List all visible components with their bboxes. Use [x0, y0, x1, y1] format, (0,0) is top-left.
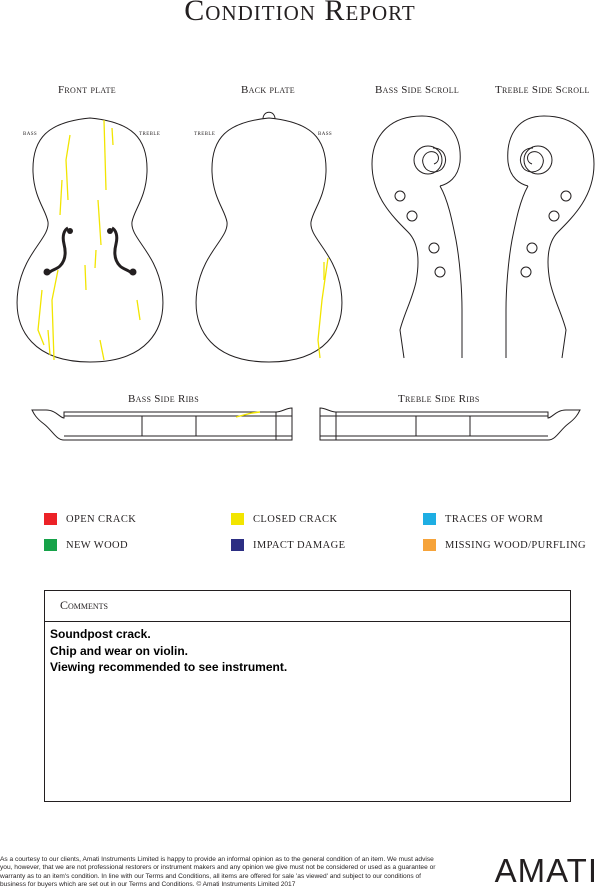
legend-impact-damage	[231, 539, 345, 551]
brand-logo: AMATI	[494, 852, 598, 889]
disclaimer-text: As a courtesy to our clients, Amati Instruments Limited is happy to provide an informal opinion as to the general condition of an item. We must advise you, however, that we are not professional restorers or instrument makers and any opinion we give must not be considered or used as a guarantee or warranty as to an item's condition. In line with our Terms and Conditions, all items are offered for sale 'as viewed' and subject to our conditions of business for buyers which are set out in our Terms and Conditions. © Amati Instruments Limited 2017	[0, 856, 436, 889]
comment-line: Soundpost crack.	[50, 627, 151, 641]
back-bass-label: bass	[318, 129, 333, 137]
legend-label: NEW WOOD	[66, 539, 129, 551]
treble-scroll-outline	[506, 116, 594, 358]
comments-box	[44, 590, 571, 802]
legend-label: MISSING WOOD/PURFLING	[445, 539, 586, 551]
comments-header	[45, 591, 570, 622]
front-treble-label: treble	[139, 129, 161, 137]
front-bass-label: bass	[23, 129, 38, 137]
legend-swatch	[231, 513, 244, 525]
legend-traces-of-worm	[423, 513, 543, 525]
legend-swatch	[44, 539, 57, 551]
back-treble-label: treble	[194, 129, 216, 137]
back-plate-label: Back plate	[241, 84, 295, 96]
legend-swatch	[231, 539, 244, 551]
front-plate-closed-cracks	[38, 120, 140, 360]
treble-ribs-outline	[320, 408, 580, 440]
treble-scroll-label: Treble Side Scroll	[495, 84, 590, 96]
legend-swatch	[44, 513, 57, 525]
bass-ribs-label: Bass Side Ribs	[128, 393, 199, 405]
legend-swatch	[423, 513, 436, 525]
legend-open-crack	[44, 513, 136, 525]
comment-line: Viewing recommended to see instrument.	[50, 660, 288, 674]
legend-label: CLOSED CRACK	[253, 513, 338, 525]
legend-label: TRACES OF WORM	[445, 513, 544, 525]
legend-label: IMPACT DAMAGE	[253, 539, 346, 551]
comments-text	[45, 622, 570, 680]
comments-heading: Comments	[60, 598, 109, 612]
legend-closed-crack	[231, 513, 337, 525]
bass-scroll-outline	[372, 116, 462, 358]
comment-line: Chip and wear on violin.	[50, 643, 189, 658]
legend-label: OPEN CRACK	[66, 513, 137, 525]
bass-scroll-label: Bass Side Scroll	[375, 84, 460, 96]
legend-new-wood	[44, 539, 128, 551]
treble-ribs-label: Treble Side Ribs	[398, 393, 480, 405]
legend-missing-wood	[423, 539, 586, 551]
legend-swatch	[423, 539, 436, 551]
page-title: Condition Report	[184, 0, 416, 27]
front-plate-label: Front plate	[58, 84, 116, 96]
